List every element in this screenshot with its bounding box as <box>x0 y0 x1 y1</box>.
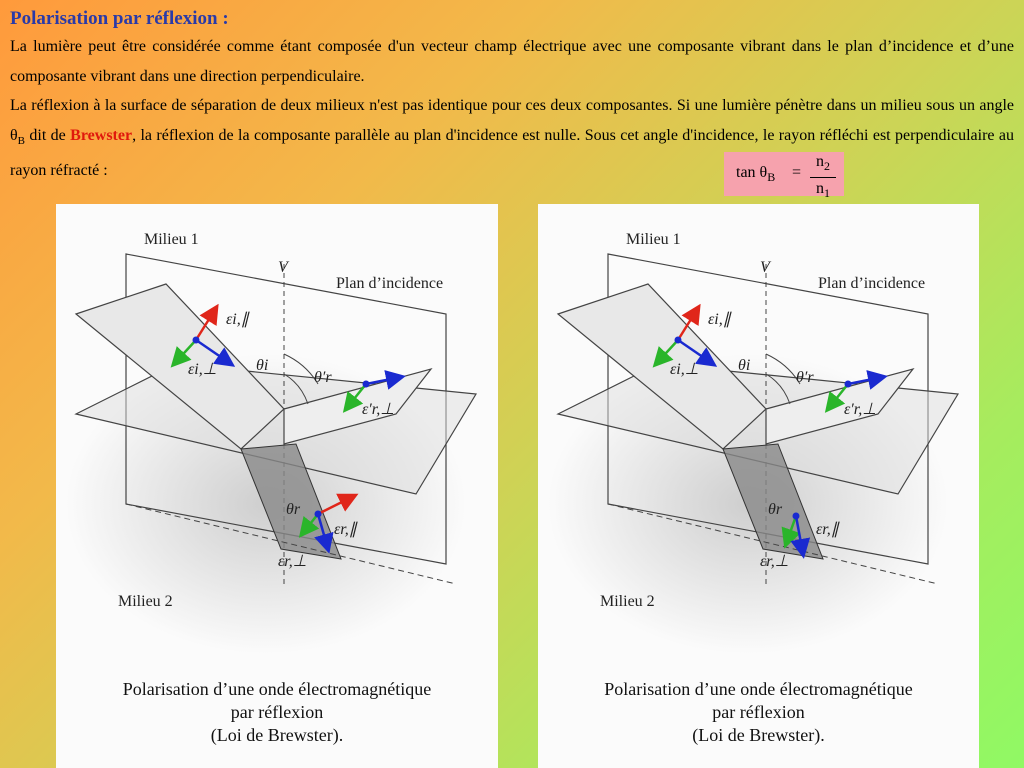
caption-line-3: (Loi de Brewster). <box>210 725 344 745</box>
e-r-par-label: εr,∥ <box>816 521 839 538</box>
e-i-par-label: εi,∥ <box>708 311 731 328</box>
formula-fraction <box>810 152 836 203</box>
refracted-point <box>315 511 322 518</box>
theta-rprime-label: θ′r <box>796 369 814 386</box>
formula-denominator <box>816 180 830 201</box>
theta-b-subscript: B <box>17 135 26 148</box>
caption-line-1: Polarisation d’une onde électromagnétique <box>604 679 913 699</box>
figure-right <box>538 204 979 768</box>
formula-numerator <box>816 153 830 174</box>
e-r-perp-label: εr,⊥ <box>278 553 307 570</box>
normal-label: V <box>760 259 770 276</box>
reflected-point <box>845 381 852 388</box>
e-i-perp-label: εi,⊥ <box>670 361 699 378</box>
refracted-point <box>793 513 800 520</box>
paragraph-1: La lumière peut être considérée comme étant composée d'un vecteur champ électrique avec une composante vibrant dans le plan d’incidence et d’une composante vibrant dans une direction perpendiculaire. <box>10 38 1014 85</box>
formula-lhs-sub: B <box>767 170 776 185</box>
milieu2-label: Milieu 2 <box>600 593 655 610</box>
slide-title: Polarisation par réflexion : <box>10 8 229 29</box>
theta-i-label: θi <box>256 357 269 374</box>
figure-left <box>56 204 498 768</box>
incident-point <box>193 337 200 344</box>
reflected-point <box>363 381 370 388</box>
formula-n-top: n <box>816 153 824 170</box>
brewster-highlight: Brewster <box>70 127 133 144</box>
plan-label: Plan d’incidence <box>336 275 444 292</box>
e-rprime-perp-label: ε′r,⊥ <box>362 401 395 418</box>
formula-n-bottom: n <box>816 180 824 198</box>
caption-line-2: par réflexion <box>712 702 805 722</box>
e-i-perp-label: εi,⊥ <box>188 361 217 378</box>
brewster-formula-box <box>724 152 844 201</box>
e-r-par-label: εr,∥ <box>334 521 357 538</box>
plan-label: Plan d’incidence <box>818 275 926 292</box>
caption-line-3: (Loi de Brewster). <box>692 725 825 745</box>
normal-label: V <box>278 259 288 276</box>
formula-equals: = <box>792 164 802 181</box>
e-i-par-label: εi,∥ <box>226 311 249 328</box>
formula-num-sub: 2 <box>824 159 830 174</box>
formula-den-sub: 1 <box>824 186 830 201</box>
theta-i-label: θi <box>738 357 751 374</box>
caption-line-2: par réflexion <box>230 702 324 722</box>
paragraph-2-part1: La réflexion à la surface de séparation de deux milieux n'est pas identique pour ces deux composantes. Si une lumière pénètre dans un milieu sous un angle θ <box>10 97 1014 144</box>
milieu2-label: Milieu 2 <box>118 593 173 610</box>
paragraph-2-part3: , la réflexion de la composante parallèle au plan d'incidence est nulle. Sous cet angle d'incidence, le rayon réfléchi est perpendiculaire au rayon réfracté : <box>10 127 1014 180</box>
paragraph-2-part2: dit de <box>25 127 71 144</box>
theta-rprime-label: θ′r <box>314 369 332 386</box>
milieu1-label: Milieu 1 <box>144 231 199 248</box>
formula-tan-theta: tan θ <box>736 164 768 181</box>
formula-lhs <box>736 164 775 185</box>
theta-r-label: θr <box>286 501 301 518</box>
milieu1-label: Milieu 1 <box>626 231 681 248</box>
caption-line-1: Polarisation d’une onde électromagnétique <box>122 679 432 699</box>
paragraph-2 <box>10 91 1014 186</box>
theta-r-label: θr <box>768 501 783 518</box>
e-rprime-perp-label: ε′r,⊥ <box>844 401 877 418</box>
e-r-perp-label: εr,⊥ <box>760 553 789 570</box>
fraction-bar <box>810 177 836 178</box>
incident-point <box>675 337 682 344</box>
